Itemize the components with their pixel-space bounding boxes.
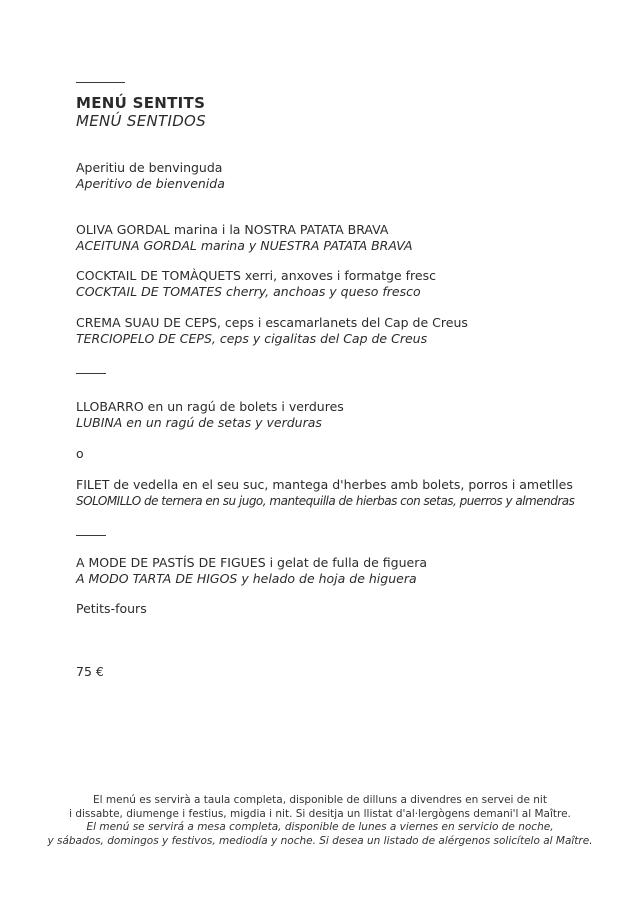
section-divider — [76, 373, 106, 374]
welcome-es: Aperitivo de bienvenida — [76, 176, 225, 191]
petits-fours: Petits-fours — [76, 601, 147, 616]
main-1-ca: LLOBARRO en un ragú de bolets i verdures — [76, 399, 344, 414]
footer-ca-line-1: El menú es servirà a taula completa, disponible de dilluns a divendres en servei de nit — [93, 794, 547, 806]
top-divider — [76, 82, 125, 83]
footer-notice — [0, 794, 640, 848]
footer-ca-line-2: i dissabte, diumenge i festius, migdia i nit. Si desitja un llistat d'al·lergògens demani'l al Maître. — [69, 807, 571, 820]
main-2-es: SOLOMILLO de ternera en su jugo, mantequilla de hierbas con setas, puerros y almendras — [76, 494, 575, 508]
footer-es-line-1: El menú se servirá a mesa completa, disponible de lunes a viernes en servicio de noche, — [86, 821, 554, 833]
main-2-ca: FILET de vedella en el seu suc, mantega d'herbes amb bolets, porros i ametlles — [76, 477, 573, 492]
dessert-1-es: A MODO TARTA DE HIGOS y helado de hoja de higuera — [76, 571, 417, 586]
main-1-es: LUBINA en un ragú de setas y verduras — [76, 415, 322, 430]
starter-1-ca: OLIVA GORDAL marina i la NOSTRA PATATA BRAVA — [76, 222, 389, 237]
starter-3-es: TERCIOPELO DE CEPS, ceps y cigalitas del Cap de Creus — [76, 331, 428, 346]
section-divider — [76, 535, 106, 536]
dessert-1-ca: A MODE DE PASTÍS DE FIGUES i gelat de fulla de figuera — [76, 555, 428, 570]
menu-title-es: MENÚ SENTIDOS — [76, 112, 206, 130]
starter-2-es: COCKTAIL DE TOMATES cherry, anchoas y queso fresco — [76, 284, 421, 299]
price: 75 € — [76, 664, 104, 679]
menu-title: MENÚ SENTITS — [76, 94, 206, 112]
starter-1-es: ACEITUNA GORDAL marina y NUESTRA PATATA BRAVA — [76, 238, 413, 253]
or-label: o — [76, 446, 84, 461]
starter-3-ca: CREMA SUAU DE CEPS, ceps i escamarlanets del Cap de Creus — [76, 315, 468, 330]
starter-2-ca: COCKTAIL DE TOMÀQUETS xerri, anxoves i formatge fresc — [76, 268, 436, 283]
welcome-ca: Aperitiu de benvinguda — [76, 160, 223, 175]
footer-es-line-2: y sábados, domingos y festivos, mediodía y noche. Si desea un listado de alérgenos solicítelo al Maître. — [47, 834, 593, 847]
